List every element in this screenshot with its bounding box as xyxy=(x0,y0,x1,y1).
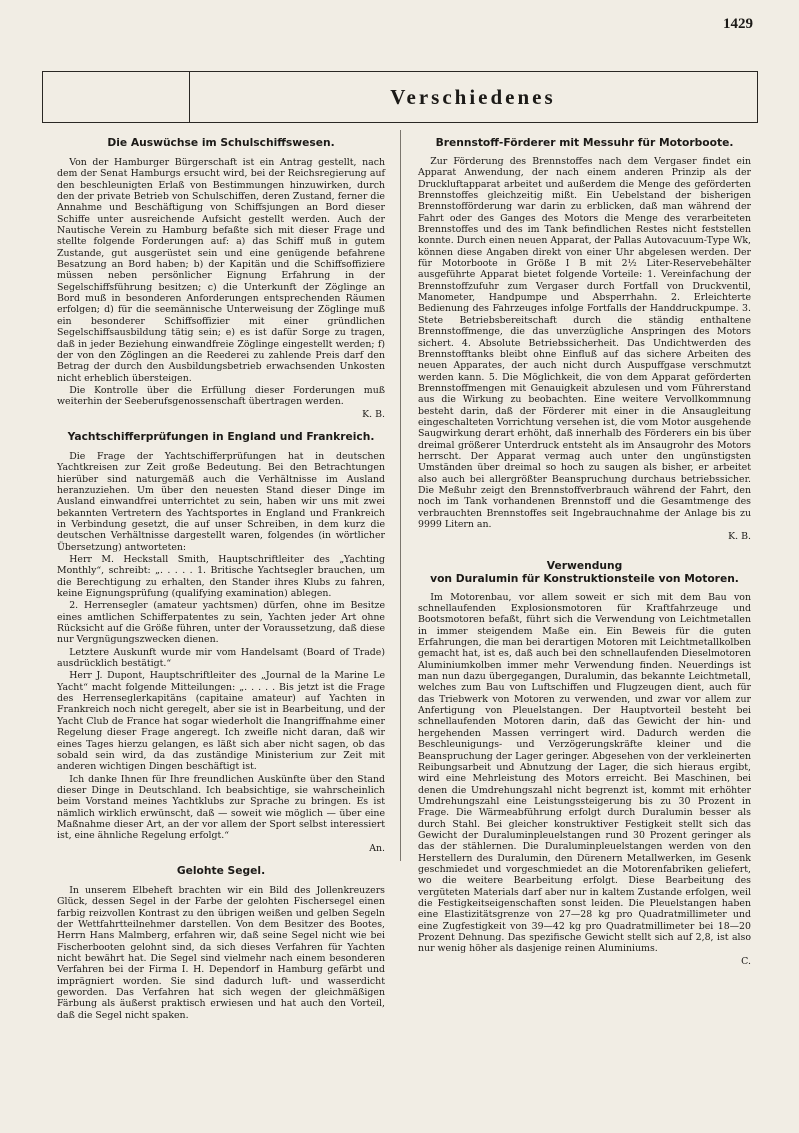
article-gelohte-segel xyxy=(57,864,385,1021)
article-signature: An. xyxy=(369,842,385,854)
article-signature: C. xyxy=(741,955,751,967)
article-title: Gelohte Segel. xyxy=(176,863,266,877)
right-column xyxy=(418,136,751,983)
article-title: Brennstoff-Förderer mit Messuhr für Motorboote. xyxy=(435,136,734,149)
article-title xyxy=(418,559,751,585)
article-title: Yachtschifferprüfungen in England und Frankreich. xyxy=(67,429,375,443)
article-subtitle: von Duralumin für Konstruktionsteile von Motoren. xyxy=(430,571,739,585)
article-paragraph: Letztere Auskunft wurde mir vom Handelsamt (Board of Trade) ausdrücklich bestätigt.“ xyxy=(57,646,385,670)
article-signature: K. B. xyxy=(728,531,751,543)
article-paragraph: Herr M. Heckstall Smith, Hauptschriftleiter des „Yachting Monthly“, schreibt: „. . . . . 1. Britische Yachtsegler brauchen, um die Berechtigung zu erhalten, den Stander ihres Klubs zu fahren, keine Eignungsprüfung (qualifying examination) ablegen. xyxy=(57,554,385,600)
article-paragraph: Im Motorenbau, vor allem soweit er sich mit dem Bau von schnellaufenden Explosionsmotoren für Kraftfahrzeuge und Bootsmotoren befaßt, führt sich die Verwendung von Leichtmetallen in immer steigendem Maße ein. Ein Beweis für die guten Erfahrungen, die man bei derartigen Motoren mit Leichtmetallkolben gemacht hat, ist es, daß auch bei den schnellaufenden Dieselmotoren Aluminiumkolben immer mehr Verwendung finden. Neuerdings ist man nun dazu übergegangen, Duralumin, das bekannte Leichtmetall, welches zum Bau von Luftschiffen und Flugzeugen dient, auch für das Triebwerk von Motoren zu verwenden, und zwar vor allem zur Anfertigung von Pleuelstangen. Der Hauptvorteil besteht bei schnellaufenden Motoren darin, daß das Gewicht der hin- und hergehenden Massen verringert wird. Dadurch werden die Beschleunigungs- und Verzögerungskräfte kleiner und die Beanspruchung der Lager geringer. Abgesehen von der verkleinerten Reibungsarbeit und Abnutzung der Lager, die sich hieraus ergibt, wird eine Mehrleistung des Motors erreicht. Bei Maschinen, bei denen die Umdrehungszahl nicht begrenzt ist, kommt mit erhöhter Umdrehungszahl eine Leistungssteigerung bis zu 30 Prozent in Frage. Die Wärmeabführung erfolgt durch Duralumin besser als durch Stahl. Bei gleicher konstruktiver Festigkeit stellt sich das Gewicht der Duraluminpleuelstangen rund 30 Prozent geringer als das der stählernen. Die Duraluminpleuelstangen werden von den Herstellern des Duralumin, den Dürenern Metallwerken, im Gesenk geschmiedet und vorgeschmiedet an die Motorenfabriken geliefert, wo die weitere Bearbeitung erfolgt. Diese Bearbeitung des vergüteten Materials darf aber nur in kaltem Zustande erfolgen, weil die Festigkeitseigenschaften sonst leiden. Die Pleuelstangen haben eine Elastizitätsgrenze von 27—28 kg pro Quadratmillimeter und eine Zugfestigkeit von 39—42 kg pro Quadratmillimeter bei 18—20 Prozent Dehnung. Das spezifische Gewicht stellt sich auf 2,8, ist also nur wenig höher als dasjenige reinen Aluminiums. xyxy=(418,591,751,955)
article-duralumin xyxy=(418,559,751,967)
article-paragraph: In unserem Elbeheft brachten wir ein Bild des Jollenkreuzers Glück, dessen Segel in der Farbe der gelohten Fischersegel einen farbig reizvollen Kontrast zu den übrigen weißen und gelben Segeln der Wettfahrtteilnehmer darstellen. Von dem Besitzer des Bootes, Herrn Hans Malmberg, erfahren wir, daß seine Segel nicht wie bei Fischerbooten gelohnt sind, da sich dieses Verfahren für Yachten nicht bewährt hat. Die Segel sind vielmehr nach einem besonderen Verfahren bei der Firma I. H. Dependorf in Hamburg gefärbt und imprägniert worden. Sie sind dadurch luft- und wasserdicht geworden. Das Verfahren hat sich wegen der gleichmäßigen Färbung als äußerst praktisch erwiesen und hat auch den Vorteil, daß die Segel nicht spaken. xyxy=(57,884,385,1021)
left-column xyxy=(57,136,385,1031)
article-paragraph: Herr J. Dupont, Hauptschriftleiter des „Journal de la Marine Le Yacht“ macht folgende Mitteilungen: „. . . . . Bis jetzt ist die Frage des Herrenseglerkapitäns (capitaine amateur) auf Yachten in Frankreich noch nicht geregelt, aber sie ist in Bearbeitung, und der Yacht Club de France hat sogar wiederholt die Inangriffnahme einer Regelung dieser Frage angeregt. Ich zweifle nicht daran, daß wir eines Tages hierzu gelangen, es läßt sich aber nicht sagen, ob das sobald sein wird, da das zuständige Ministerium zur Zeit mit anderen wichtigen Dingen beschäftigt ist. xyxy=(57,670,385,773)
article-schulschiffswesen xyxy=(57,136,385,420)
article-paragraph: Die Kontrolle über die Erfüllung dieser Forderungen muß weiterhin der Seeberufsgenossenschaft übertragen werden. xyxy=(57,384,385,408)
section-header xyxy=(42,71,758,123)
article-paragraph: Die Frage der Yachtschifferprüfungen hat in deutschen Yachtkreisen zur Zeit große Bedeutung. Bei den Betrachtungen hierüber sind naturgemäß auch die Verhältnisse im Ausland heranzuziehen. Um über den neuesten Stand dieser Dinge im Ausland einwandfrei unterrichtet zu sein, haben wir uns mit zwei bekannten Vertretern des Yachtsportes in England und Frankreich in Verbindung gesetzt, die auf unser Schreiben, in dem kurz die deutschen Verhältnisse dargestellt waren, folgendes (in wörtlicher Übersetzung) antworteten: xyxy=(57,450,385,553)
article-brennstoff-foerderer xyxy=(418,136,751,543)
article-paragraph: Zur Förderung des Brennstoffes nach dem Vergaser findet ein Apparat Anwendung, der nach einem anderen Prinzip als der Druckluftapparat arbeitet und außerdem die Menge des geförderten Brennstoffes gleichzeitig mißt. Ein Uebelstand der bisherigen Brennstofförderung war darin zu erblicken, daß man während der Fahrt oder des Ganges des Motors die Menge des verarbeiteten Brennstoffes und des im Tank befindlichen Restes nicht feststellen konnte. Durch einen neuen Apparat, der Pallas Autovacuum-Type Wk, können diese Angaben direkt von einer Uhr abgelesen werden. Der für Motorboote in Größe I B mit 2½ Liter-Reservebehälter ausgeführte Apparat bietet folgende Vorteile: 1. Vereinfachung der Brennstoffzufuhr zum Vergaser durch Fortfall von Druckventil, Manometer, Handpumpe und Absperrhahn. 2. Erleichterte Bedienung des Fahrzeuges infolge Fortfalls der Handdruckpumpe. 3. Stete Betriebsbereitschaft durch die ständig enthaltene Brennstoffmenge, die das unverzügliche Anspringen des Motors sichert. 4. Absolute Betriebssicherheit. Das Undichtwerden des Brennstofftanks bleibt ohne Einfluß auf das sichere Arbeiten des neuen Apparates, der auch nicht durch Auspuffgase verschmutzt werden kann. 5. Die Möglichkeit, die von dem Apparat geförderten Brennstoffmengen mit Genauigkeit abzulesen und vom Führerstand aus die Wirkung zu beobachten. Eine weitere Vervollkommnung besteht darin, daß der Förderer mit einer in die Ansaugleitung eingeschalteten Vorrichtung versehen ist, die vom Motor ausgehende Saugwirkung derart erhöht, daß innerhalb des Förderers ein bis über dreimal größerer Unterdruck entsteht als im Ansaugrohr des Motors herrscht. Der Apparat vermag auch unter den ungünstigsten Umständen über dreimal so hoch zu saugen als bisher, er arbeitet also auch bei allergrößter Beanspruchung durchaus betriebssicher. Die Meßuhr zeigt den Brennstoffverbrauch während der Fahrt, den noch im Tank vorhandenen Brennstoff und die Gesamtmenge des verbrauchten Brennstoffes seit Ingebrauchnahme der Anlage bis zu 9999 Litern an. xyxy=(418,156,751,530)
column-rule xyxy=(400,130,401,861)
article-paragraph: 2. Herrensegler (amateur yachtsmen) dürfen, ohne im Besitze eines amtlichen Schifferpatentes zu sein, Yachten jeder Art ohne Rücksicht auf die Größe führen, unter der Voraussetzung, daß diese nur Vergnügungszwecken dienen. xyxy=(57,600,385,646)
article-title: Die Auswüchse im Schulschiffswesen. xyxy=(107,136,335,149)
article-title-main: Verwendung xyxy=(546,558,623,572)
article-paragraph: Ich danke Ihnen für Ihre freundlichen Auskünfte über den Stand dieser Dinge in Deutschland. Ich beabsichtige, sie wahrscheinlich beim Vorstand meines Yachtklubs zur Sprache zu bringen. Es ist nämlich wirklich erwünscht, daß — soweit wie möglich — über eine Maßnahme dieser Art, an der vor allem der Sport selbst interessiert ist, eine ähnliche Regelung erfolgt.“ xyxy=(57,773,385,842)
article-signature: K. B. xyxy=(362,408,385,420)
page-number: 1429 xyxy=(723,16,753,32)
article-yachtschifferpruefungen xyxy=(57,430,385,854)
article-paragraph: Von der Hamburger Bürgerschaft ist ein Antrag gestellt, nach dem der Senat Hamburgs ersucht wird, bei der Reichsregierung auf den beschleunigten Erlaß von Bestimmungen hinzuwirken, durch den der private Betrieb von Schulschiffen, deren Zustand, ferner die Annahme und Beschäftigung von Schiffsjungen an Bord dieser Schiffe unter ausreichende Aufsicht gestellt werden. Auch der Nautische Verein zu Hamburg befaßte sich mit dieser Frage und stellte folgende Forderungen auf: a) das Schiff muß in gutem Zustande, gut ausgerüstet sein und eine genügende befahrene Besatzung an Bord haben; b) der Kapitän und die Schiffsoffiziere müssen neben persönlicher Eignung Erfahrung in der Segelschiffsführung besitzen; c) die Unterkunft der Zöglinge an Bord muß in besonderen Anforderungen entsprechenden Räumen erfolgen; d) für die seemännische Unterweisung der Zöglinge muß ein besonderer Schiffsoffizier mit einer gründlichen Segelschiffsausbildung tätig sein; e) es ist dafür Sorge zu tragen, daß in jeder Beziehung einwandfreie Zöglinge eingestellt werden; f) der von den Zöglingen an die Reederei zu zahlende Preis darf den Betrag der durch den Ausbildungsbetrieb erwachsenden Unkosten nicht erheblich übersteigen. xyxy=(57,157,385,384)
section-title: Verschiedenes xyxy=(390,84,556,109)
